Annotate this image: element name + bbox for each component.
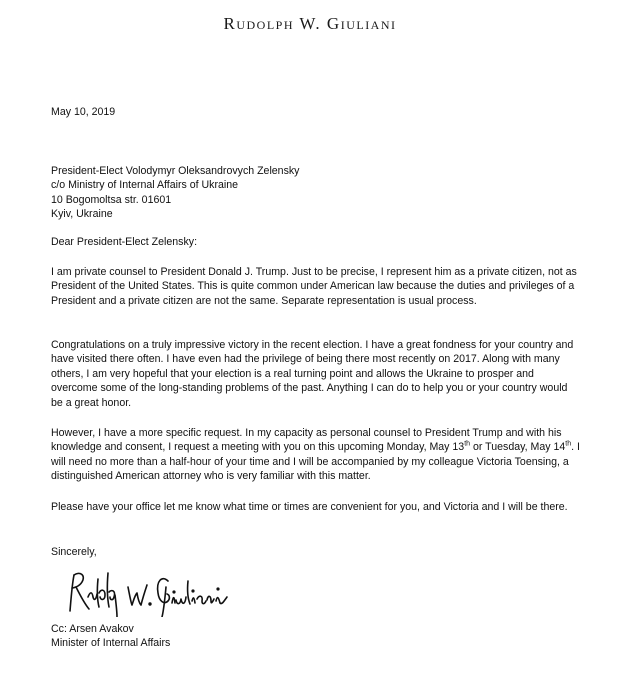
letter-date: May 10, 2019 [51, 106, 116, 118]
paragraph-1: I am private counsel to President Donald J. Trump. Just to be precise, I represent him as a private citizen, not as President of the United States. This is quite common under American law because the duties and privileges of a President and a private citizen are not the same. Separate representation is usual process. [51, 266, 577, 307]
recipient-care-of: c/o Ministry of Internal Affairs of Ukraine [51, 179, 239, 192]
paragraph-2: Congratulations on a truly impressive victory in the recent election. I have a great fondness for your country and have visited there often. I have even had the privilege of being there most recently on 2017. Along with many others, I am very hopeful that your election is a real turning point and allows the Ukraine to prosper and overcome some of the long-standing problems of the past. Anything I can do to help you or your country would be a great honor. [51, 339, 574, 409]
paragraph-3-part-b: or Tuesday, May 14 [470, 441, 566, 454]
closing: Sincerely, [51, 546, 97, 558]
letterhead-name: Rudolph W. Giuliani [223, 14, 397, 33]
paragraph-3-part-c: . I will need no more than a half-hour of your time and I will be accompanied by my colleague Victoria Toensing, a distinguished American attorney who is very familiar with this matter. [51, 441, 580, 483]
cc-title: Minister of Internal Affairs [51, 637, 171, 650]
recipient-address [51, 164, 581, 222]
salutation: Dear President-Elect Zelensky: [51, 236, 198, 248]
recipient-name: President-Elect Volodymyr Oleksandrovych Zelensky [51, 165, 300, 177]
recipient-city: Kyiv, Ukraine [51, 208, 113, 221]
carbon-copy [51, 622, 581, 651]
paragraph-3-part-a: However, I have a more specific request. In my capacity as personal counsel to President Trump and with his knowledge and consent, I request a meeting with you on this upcoming Monday, May 13 [51, 427, 562, 454]
paragraph-4: Please have your office let me know what time or times are convenient for you, and Victoria and I will be there. [51, 501, 568, 513]
recipient-street: 10 Bogomoltsa str. 01601 [51, 193, 172, 206]
paragraph-3 [51, 426, 581, 484]
cc-recipient: Cc: Arsen Avakov [51, 623, 134, 635]
ordinal-suffix-13: th [464, 440, 471, 448]
ordinal-suffix-14: th [565, 440, 572, 448]
handwritten-signature [64, 567, 264, 617]
